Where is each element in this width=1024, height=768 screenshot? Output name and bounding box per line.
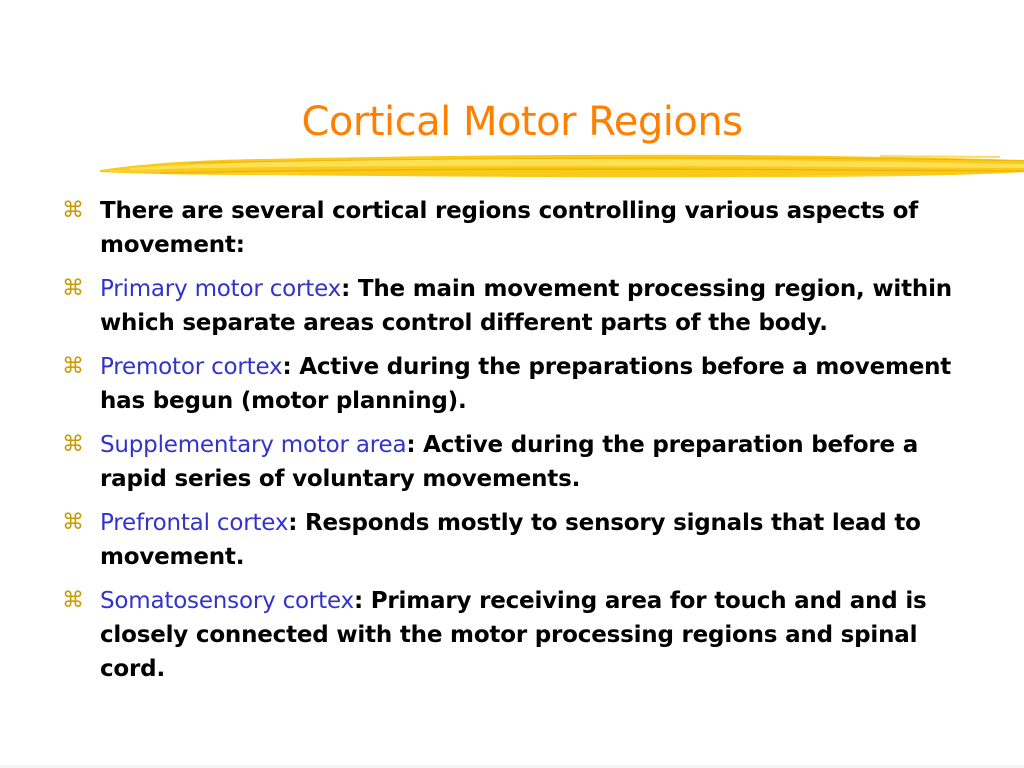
list-item (62, 194, 962, 262)
bullet-description: There are several cortical regions controlling various aspects of movement: (100, 198, 919, 258)
brush-stroke-divider (100, 146, 1024, 188)
list-item (62, 272, 962, 340)
bullet-description: : The main movement processing region, within which separate areas control different parts of the body. (100, 276, 952, 336)
list-item (62, 584, 962, 686)
bullet-description: : Responds mostly to sensory signals that lead to movement. (100, 510, 921, 570)
bullet-text (100, 350, 962, 418)
bullet-text (100, 272, 962, 340)
bullet-description: : Primary receiving area for touch and and is closely connected with the motor processing regions and spinal cord. (100, 588, 927, 682)
term-label: Premotor cortex (100, 354, 283, 380)
list-item (62, 428, 962, 496)
command-key-icon: ⌘ (62, 510, 84, 535)
list-item (62, 350, 962, 418)
term-label: Prefrontal cortex (100, 510, 289, 536)
term-label: Supplementary motor area (100, 432, 407, 458)
slide-title: Cortical Motor Regions (301, 99, 743, 145)
command-key-icon: ⌘ (62, 432, 84, 457)
command-key-icon: ⌘ (62, 354, 84, 379)
bullet-text (100, 506, 962, 574)
bullet-description: : Active during the preparation before a rapid series of voluntary movements. (100, 432, 919, 492)
bullet-description: : Active during the preparations before a movement has begun (motor planning). (100, 354, 952, 414)
bullet-text (100, 584, 962, 686)
command-key-icon: ⌘ (62, 276, 84, 301)
bullet-text (100, 428, 962, 496)
term-label: Somatosensory cortex (100, 588, 354, 614)
bullet-text (100, 194, 962, 262)
list-item (62, 506, 962, 574)
command-key-icon: ⌘ (62, 198, 84, 223)
command-key-icon: ⌘ (62, 588, 84, 613)
bullet-list (62, 194, 962, 696)
term-label: Primary motor cortex (100, 276, 342, 302)
